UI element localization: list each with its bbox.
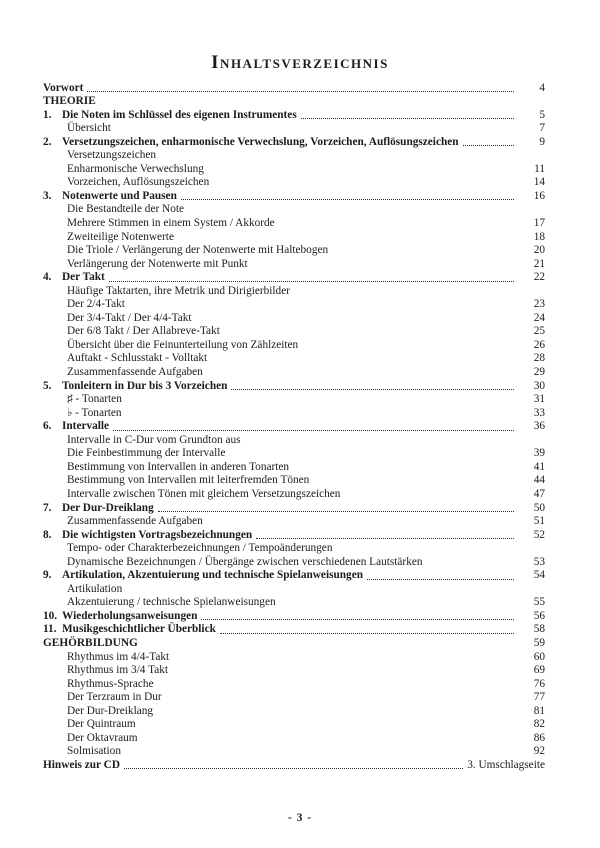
toc-entry-label: Die Bestandteile der Note xyxy=(67,203,185,216)
toc-row xyxy=(43,501,545,515)
page-title: Inhaltsverzeichnis xyxy=(211,52,389,73)
toc-entry-label: Der Dur-Dreiklang xyxy=(67,704,154,717)
toc-entry-label: Der 3/4-Takt / Der 4/4-Takt xyxy=(67,311,192,324)
toc-page-number: 21 xyxy=(533,257,545,270)
toc-entry-label: Der Quintraum xyxy=(67,718,136,731)
toc-entry-label: Der Dur-Dreiklang xyxy=(62,501,154,514)
toc-entry-label: Hinweis zur CD xyxy=(43,758,120,771)
toc-entry-label: Tempo- oder Charakterbezeichnungen / Tempoänderungen xyxy=(67,542,333,555)
toc-row xyxy=(43,636,545,650)
toc-row xyxy=(43,189,545,203)
toc-row xyxy=(43,582,545,596)
toc-list xyxy=(43,81,545,772)
dot-leader xyxy=(181,199,514,200)
toc-row xyxy=(43,162,545,176)
toc-row xyxy=(43,718,545,732)
toc-row xyxy=(43,609,545,623)
dot-leader xyxy=(124,768,463,769)
toc-page-number: 50 xyxy=(533,501,545,514)
toc-chapter-number: 6. xyxy=(43,420,52,433)
dot-leader xyxy=(201,619,514,620)
toc-entry-label: Solmisation xyxy=(67,745,121,758)
toc-entry-label: Übersicht über die Feinunterteilung von Zählzeiten xyxy=(67,338,299,351)
toc-entry-label: Versetzungszeichen, enharmonische Verwechslung, Vorzeichen, Auflösungszeichen xyxy=(62,135,459,148)
toc-page-number: 30 xyxy=(533,379,545,392)
toc-row xyxy=(43,406,545,420)
toc-row xyxy=(43,379,545,393)
toc-page-number: 60 xyxy=(533,650,545,663)
dot-leader xyxy=(463,145,514,146)
toc-page-number: 69 xyxy=(533,664,545,677)
toc-page-number: 7 xyxy=(539,122,545,135)
toc-row xyxy=(43,460,545,474)
toc-entry-label: Intervalle in C-Dur vom Grundton aus xyxy=(67,433,241,446)
toc-row xyxy=(43,731,545,745)
toc-page-number: 22 xyxy=(533,271,545,284)
toc-page-number: 16 xyxy=(533,189,545,202)
toc-entry-label: Dynamische Bezeichnungen / Übergänge zwischen verschiedenen Lautstärken xyxy=(67,555,423,568)
toc-chapter-number: 8. xyxy=(43,528,52,541)
dot-leader xyxy=(158,511,514,512)
toc-row xyxy=(43,338,545,352)
toc-page-number: 51 xyxy=(533,515,545,528)
toc-entry-label: Bestimmung von Intervallen in anderen Tonarten xyxy=(67,460,290,473)
toc-row xyxy=(43,596,545,610)
toc-row xyxy=(43,81,545,95)
toc-entry-label: Die wichtigsten Vortragsbezeichnungen xyxy=(62,528,253,541)
toc-row xyxy=(43,95,545,109)
toc-entry-label: Auftakt - Schlusstakt - Volltakt xyxy=(67,352,208,365)
toc-page-number: 18 xyxy=(533,230,545,243)
toc-page-number: 25 xyxy=(533,325,545,338)
toc-entry-label: Häufige Taktarten, ihre Metrik und Dirigierbilder xyxy=(67,284,290,297)
dot-leader xyxy=(301,118,514,119)
toc-page-number: 14 xyxy=(533,176,545,189)
toc-row xyxy=(43,244,545,258)
toc-row xyxy=(43,325,545,339)
toc-page-number: 33 xyxy=(533,406,545,419)
toc-row xyxy=(43,352,545,366)
toc-chapter-number: 7. xyxy=(43,501,52,514)
toc-entry-label: Tonleitern in Dur bis 3 Vorzeichen xyxy=(62,379,228,392)
toc-chapter-number: 1. xyxy=(43,108,52,121)
toc-row xyxy=(43,447,545,461)
toc-row xyxy=(43,298,545,312)
toc-entry-label: Notenwerte und Pausen xyxy=(62,189,177,202)
toc-row xyxy=(43,487,545,501)
toc-page-number: 56 xyxy=(533,609,545,622)
toc-row xyxy=(43,528,545,542)
toc-row xyxy=(43,420,545,434)
toc-row xyxy=(43,393,545,407)
toc-row xyxy=(43,203,545,217)
toc-page-number: 23 xyxy=(533,298,545,311)
toc-entry-label: Übersicht xyxy=(67,122,111,135)
toc-entry-label: Enharmonische Verwechslung xyxy=(67,162,204,175)
toc-row xyxy=(43,135,545,149)
dot-leader xyxy=(113,430,514,431)
dot-leader xyxy=(256,538,514,539)
toc-chapter-number: 3. xyxy=(43,189,52,202)
toc-entry-label: Versetzungszeichen xyxy=(67,149,157,162)
toc-page-number: 47 xyxy=(533,487,545,500)
dot-leader xyxy=(367,579,514,580)
toc-entry-label: Rhythmus im 3/4 Takt xyxy=(67,664,168,677)
toc-chapter-number: 9. xyxy=(43,569,52,582)
toc-row xyxy=(43,664,545,678)
toc-page-number: 54 xyxy=(533,569,545,582)
toc-page-number: 4 xyxy=(539,81,545,94)
toc-chapter-number: 5. xyxy=(43,379,52,392)
toc-entry-label: Bestimmung von Intervallen mit leiterfremden Tönen xyxy=(67,474,310,487)
toc-entry-label: Der Oktavraum xyxy=(67,731,138,744)
dot-leader xyxy=(109,281,514,282)
toc-page-number: 39 xyxy=(533,447,545,460)
toc-entry-label: Der 2/4-Takt xyxy=(67,298,125,311)
toc-entry-label: Zweiteilige Notenwerte xyxy=(67,230,174,243)
toc-page-number: 28 xyxy=(533,352,545,365)
toc-page-number: 36 xyxy=(533,420,545,433)
toc-row xyxy=(43,650,545,664)
toc-page-number: 76 xyxy=(533,677,545,690)
toc-page-number: 82 xyxy=(533,718,545,731)
toc-row xyxy=(43,555,545,569)
toc-page-number: 59 xyxy=(533,636,545,649)
toc-entry-label: Zusammenfassende Aufgaben xyxy=(67,366,203,379)
toc-page-number: 17 xyxy=(533,217,545,230)
toc-page-number: 92 xyxy=(533,745,545,758)
dot-leader xyxy=(231,389,514,390)
toc-chapter-number: 2. xyxy=(43,135,52,148)
toc-page-number: 52 xyxy=(533,528,545,541)
toc-page-number: 77 xyxy=(533,691,545,704)
toc-row xyxy=(43,542,545,556)
toc-row xyxy=(43,216,545,230)
toc-row xyxy=(43,122,545,136)
toc-row xyxy=(43,176,545,190)
toc-entry-label: GEHÖRBILDUNG xyxy=(43,636,138,649)
toc-page-number: 5 xyxy=(539,108,545,121)
toc-page-number: 86 xyxy=(533,731,545,744)
toc-page-number: 41 xyxy=(533,460,545,473)
toc-row xyxy=(43,365,545,379)
toc-page-number: 20 xyxy=(533,244,545,257)
toc-page-number: 58 xyxy=(533,623,545,636)
toc-entry-label: ♯ - Tonarten xyxy=(67,393,122,406)
toc-entry-label: Der 6/8 Takt / Der Allabreve-Takt xyxy=(67,325,220,338)
toc-entry-label: ♭ - Tonarten xyxy=(67,406,122,419)
toc-row xyxy=(43,433,545,447)
dot-leader xyxy=(220,633,514,634)
toc-entry-label: Musikgeschichtlicher Überblick xyxy=(62,623,216,636)
toc-entry-label: Intervalle xyxy=(62,420,110,433)
toc-row xyxy=(43,758,545,772)
toc-row xyxy=(43,271,545,285)
toc-page-number: 55 xyxy=(533,596,545,609)
toc-row xyxy=(43,691,545,705)
toc-row xyxy=(43,623,545,637)
toc-page-number: 29 xyxy=(533,366,545,379)
toc-page-number: 9 xyxy=(539,135,545,148)
toc-page-number: 44 xyxy=(533,474,545,487)
toc-row xyxy=(43,257,545,271)
toc-entry-label: Vorwort xyxy=(43,81,84,94)
toc-entry-label: Der Terzraum in Dur xyxy=(67,691,162,704)
toc-row xyxy=(43,108,545,122)
toc-row xyxy=(43,284,545,298)
toc-row xyxy=(43,515,545,529)
toc-entry-label: Rhythmus-Sprache xyxy=(67,677,154,690)
toc-page-number: 81 xyxy=(533,704,545,717)
toc-entry-label: Die Feinbestimmung der Intervalle xyxy=(67,447,226,460)
toc-entry-label: Mehrere Stimmen in einem System / Akkorde xyxy=(67,217,275,230)
toc-entry-label: Intervalle zwischen Tönen mit gleichem Versetzungszeichen xyxy=(67,487,341,500)
toc-row xyxy=(43,569,545,583)
toc-row xyxy=(43,474,545,488)
toc-entry-label: Akzentuierung / technische Spielanweisungen xyxy=(67,596,276,609)
page-number-footer: - 3 - xyxy=(287,812,313,824)
toc-entry-label: THEORIE xyxy=(43,95,96,108)
toc-page-number: 11 xyxy=(534,162,545,175)
toc-row xyxy=(43,677,545,691)
toc-entry-label: Die Noten im Schlüssel des eigenen Instrumentes xyxy=(62,108,297,121)
toc-chapter-number: 11. xyxy=(43,623,57,636)
toc-row xyxy=(43,704,545,718)
toc-chapter-number: 10. xyxy=(43,609,58,622)
toc-entry-label: Vorzeichen, Auflösungszeichen xyxy=(67,176,210,189)
toc-page-number: 3. Umschlagseite xyxy=(467,758,545,771)
toc-row xyxy=(43,230,545,244)
toc-entry-label: Zusammenfassende Aufgaben xyxy=(67,515,203,528)
toc-row xyxy=(43,311,545,325)
dot-leader xyxy=(87,91,514,92)
toc-page-number: 24 xyxy=(533,311,545,324)
toc-entry-label: Wiederholungsanweisungen xyxy=(62,609,198,622)
toc-entry-label: Verlängerung der Notenwerte mit Punkt xyxy=(67,257,248,270)
toc-row xyxy=(43,149,545,163)
toc-page-number: 31 xyxy=(533,393,545,406)
toc-entry-label: Artikulation xyxy=(67,582,123,595)
toc-chapter-number: 4. xyxy=(43,271,52,284)
toc-entry-label: Rhythmus im 4/4-Takt xyxy=(67,650,170,663)
toc-page-number: 53 xyxy=(533,555,545,568)
toc-entry-label: Der Takt xyxy=(62,271,105,284)
toc-entry-label: Die Triole / Verlängerung der Notenwerte mit Haltebogen xyxy=(67,244,329,257)
toc-entry-label: Artikulation, Akzentuierung und technische Spielanweisungen xyxy=(62,569,363,582)
toc-page-number: 26 xyxy=(533,338,545,351)
toc-row xyxy=(43,745,545,759)
